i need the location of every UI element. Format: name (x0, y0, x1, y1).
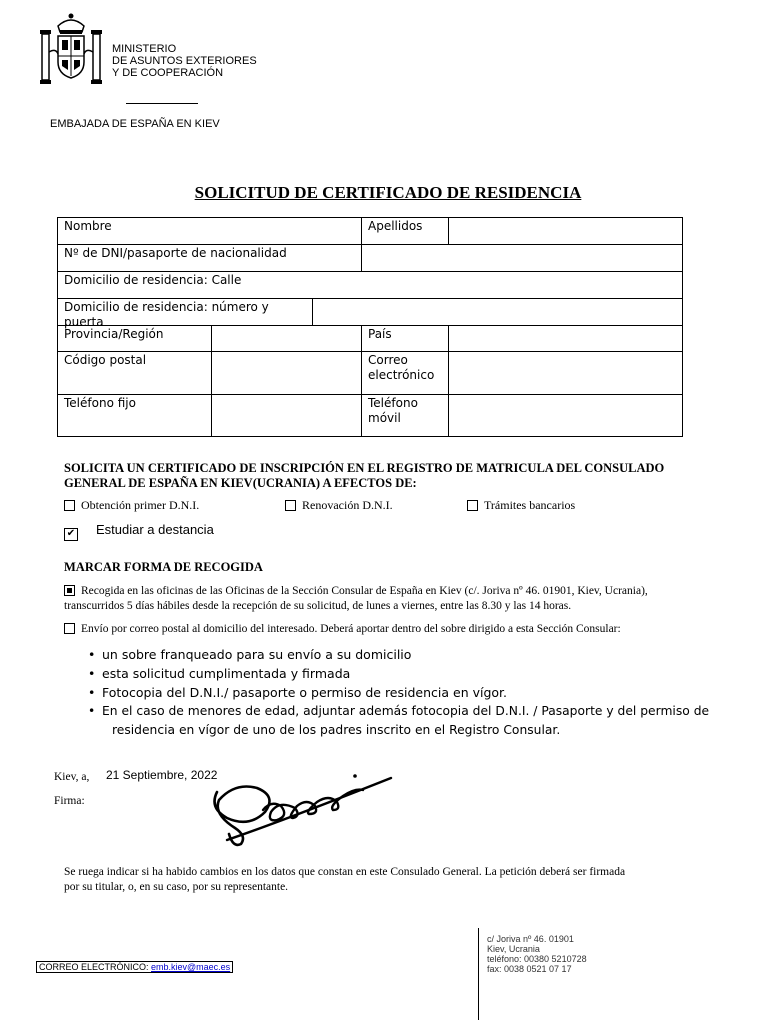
label-domicilio-numero: Domicilio de residencia: número y puerta (64, 300, 269, 329)
checkbox-envio-correo[interactable] (64, 623, 75, 634)
label-domicilio-calle: Domicilio de residencia: Calle (64, 273, 242, 287)
recogida-option-oficina[interactable] (64, 584, 724, 614)
input-nombre[interactable] (212, 218, 360, 244)
email-link[interactable]: emb.kiev@maec.es (151, 962, 231, 972)
address-line: teléfono: 00380 5210728 (487, 954, 587, 964)
footer-address (487, 934, 587, 974)
list-item: • esta solicitud cumplimentada y firmada (88, 666, 351, 681)
label-nombre: Nombre (64, 219, 112, 233)
input-correo[interactable] (449, 352, 682, 394)
checkbox-tramites-bancarios[interactable] (467, 500, 478, 511)
recogida-heading: MARCAR FORMA DE RECOGIDA (64, 560, 263, 574)
checkbox-primer-dni[interactable] (64, 500, 75, 511)
list-item-continuation: residencia en vígor de uno de los padres inscrito en el Registro Consular. (112, 723, 561, 737)
email-label: CORREO ELECTRÓNICO: (39, 962, 152, 972)
label-correo-line: electrónico (368, 368, 435, 382)
label-movil-line: Teléfono (368, 396, 418, 410)
label-correo (362, 352, 448, 384)
option-label: Estudiar a destancia (96, 522, 214, 537)
label-movil-line: móvil (368, 411, 401, 425)
list-item: • Fotocopia del D.N.I./ pasaporte o permiso de residencia en vígor. (88, 685, 508, 700)
option-primer-dni[interactable] (64, 498, 199, 513)
option-label: Trámites bancarios (484, 498, 576, 512)
label-telefono-fijo: Teléfono fijo (64, 396, 136, 410)
recogida-option2-label: Envío por correo postal al domicilio del interesado. Deberá aportar dentro del sobre dirigido a esta Sección Consular: (81, 623, 621, 635)
address-line: c/ Joriva nº 46. 01901 (487, 934, 574, 944)
footnote-line: por su titular, o, en su caso, por su representante. (64, 881, 289, 893)
list-item: • un sobre franqueado para su envío a su domicilio (88, 647, 412, 662)
footnote-line: Se ruega indicar si ha habido cambios en los datos que constan en este Consulado General. La petición deberá ser firmada (64, 866, 626, 878)
ministry-line: Y DE COOPERACIÓN (112, 67, 224, 79)
footer-email-box (36, 961, 233, 973)
ministry-name (112, 43, 257, 79)
header-divider (126, 103, 198, 104)
input-telefono-movil[interactable] (449, 395, 682, 436)
address-line: Kiev, Ucrania (487, 944, 540, 954)
input-telefono-fijo[interactable] (212, 395, 361, 436)
embassy-name: EMBAJADA DE ESPAÑA EN KIEV (50, 118, 220, 130)
option-label: Renovación D.N.I. (302, 498, 393, 512)
solicita-heading-line: GENERAL DE ESPAÑA EN KIEV(UCRANIA) A EFECTOS DE: (64, 476, 417, 490)
address-line: fax: 0038 0521 07 17 (487, 964, 572, 974)
input-provincia[interactable] (212, 326, 361, 351)
handwritten-signature (205, 770, 395, 850)
footer-divider (478, 928, 479, 1020)
option-renovacion-dni[interactable] (285, 498, 393, 513)
input-domicilio-numero[interactable] (313, 299, 682, 325)
ministry-line: MINISTERIO (112, 43, 177, 55)
date-field[interactable]: 21 Septiembre, 2022 (106, 768, 218, 782)
document-title: SOLICITUD DE CERTIFICADO DE RESIDENCIA (194, 183, 582, 202)
label-pais: País (368, 327, 392, 341)
footnote (64, 865, 724, 895)
option-tramites-bancarios[interactable] (467, 498, 575, 513)
label-telefono-movil (362, 395, 448, 427)
input-pais[interactable] (449, 326, 682, 351)
recogida-option1-line: Recogida en las oficinas de las Oficinas de la Sección Consular de España en Kiev (c/. Joriva nº 46. 01901, Kiev, Ucrania), (81, 585, 648, 597)
checkbox-recogida-oficina-checked[interactable] (64, 585, 75, 596)
list-item: • En el caso de menores de edad, adjuntar además fotocopia del D.N.I. / Pasaporte y del permiso de (88, 704, 710, 718)
recogida-option1-line: transcurridos 5 días hábiles desde la recepción de su solicitud, de lunes a viernes, entre las 8.30 y las 14 horas. (64, 600, 572, 612)
firma-label: Firma: (54, 795, 85, 807)
recogida-option-correo[interactable] (64, 622, 621, 637)
input-dni[interactable] (362, 245, 682, 271)
ministry-line: DE ASUNTOS EXTERIORES (112, 55, 257, 67)
label-dni: Nº de DNI/pasaporte de nacionalidad (64, 246, 287, 260)
label-correo-line: Correo (368, 353, 408, 367)
solicita-heading (64, 461, 714, 491)
place-label: Kiev, a, (54, 771, 90, 783)
application-form-table (57, 217, 683, 437)
label-codigo-postal: Código postal (64, 353, 147, 367)
checkbox-renovacion-dni[interactable] (285, 500, 296, 511)
label-apellidos: Apellidos (368, 219, 423, 233)
checkbox-estudiar-checked[interactable]: ✔ (64, 528, 78, 541)
input-codigo-postal[interactable] (212, 352, 361, 394)
label-provincia: Provincia/Región (64, 327, 164, 341)
input-apellidos[interactable] (449, 218, 682, 244)
solicita-heading-line: SOLICITA UN CERTIFICADO DE INSCRIPCIÓN EN EL REGISTRO DE MATRICULA DEL CONSULADO (64, 461, 665, 475)
requirements-list (88, 645, 714, 740)
option-estudiar[interactable] (64, 522, 214, 541)
coat-of-arms-emblem (36, 12, 106, 92)
option-label: Obtención primer D.N.I. (81, 498, 200, 512)
